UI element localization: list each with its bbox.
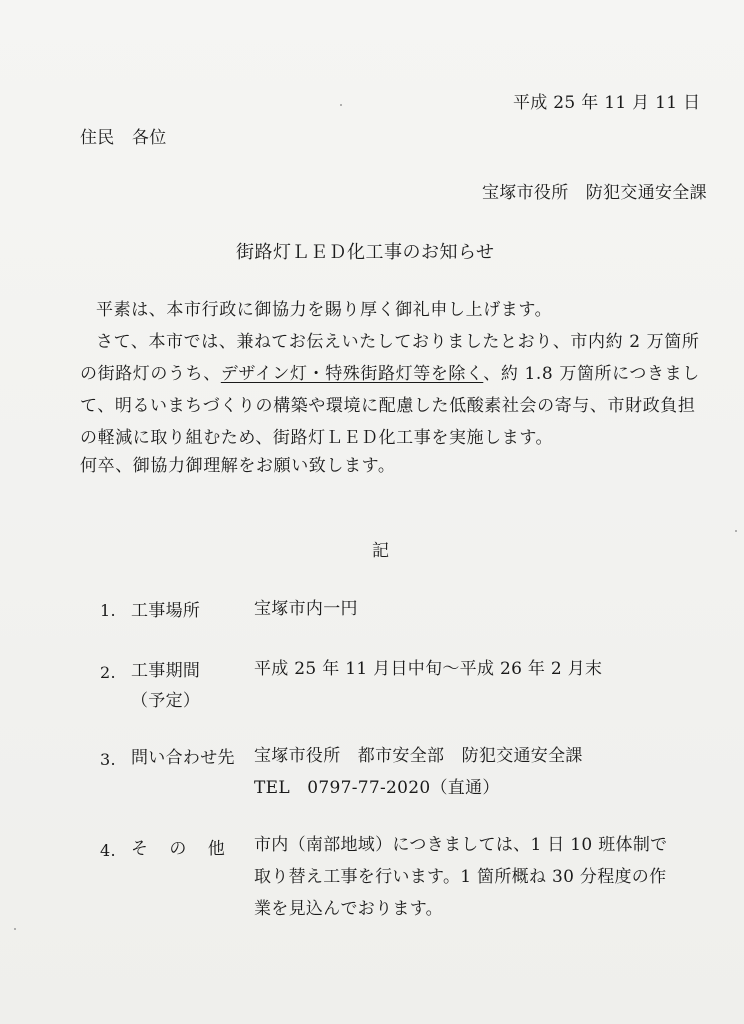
item-1-value: 宝塚市内一円 xyxy=(254,599,358,619)
item-1-number: 1. xyxy=(100,601,116,620)
scan-speck xyxy=(340,104,342,106)
item-2-label: 工事期間 xyxy=(131,661,201,681)
item-2-sublabel: （予定） xyxy=(131,691,201,711)
item-4-number: 4. xyxy=(100,841,116,860)
item-3-label: 問い合わせ先 xyxy=(131,748,235,768)
body-line-5: の軽減に取り組むため、街路灯ＬＥＤ化工事を実施します。 xyxy=(80,428,554,448)
item-4-value-line-2: 取り替え工事を行います。1 箇所概ね 30 分程度の作 xyxy=(254,867,667,887)
body-line-3-underlined: デザイン灯・特殊街路灯等を除く xyxy=(220,364,484,384)
body-line-2: さて、本市では、兼ねてお伝えいたしておりましたとおり、市内約 2 万箇所 xyxy=(96,332,700,352)
item-3-phone: TEL 0797-77-2020（直通） xyxy=(254,778,500,798)
item-2-value: 平成 25 年 11 月日中旬～平成 26 年 2 月末 xyxy=(254,659,603,679)
document-title: 街路灯ＬＥＤ化工事のお知らせ xyxy=(236,242,495,263)
body-line-1: 平素は、本市行政に御協力を賜り厚く御礼申し上げます。 xyxy=(96,300,553,320)
item-1-label: 工事場所 xyxy=(131,601,201,621)
item-4-value-line-1: 市内（南部地域）につきましては、1 日 10 班体制で xyxy=(254,835,668,855)
scan-speck xyxy=(735,530,737,532)
scan-speck xyxy=(14,928,16,930)
item-4-label: そ の 他 xyxy=(131,839,233,859)
body-line-3 xyxy=(80,363,700,385)
item-3-value: 宝塚市役所 都市安全部 防犯交通安全課 xyxy=(254,746,583,766)
body-line-4: て、明るいまちづくりの構築や環境に配慮した低酸素社会の寄与、市財政負担 xyxy=(80,396,696,416)
body-line-3-pre: の街路灯のうち、 xyxy=(80,364,221,384)
document-date: 平成 25 年 11 月 11 日 xyxy=(513,93,701,113)
item-4-value-line-3: 業を見込んでおります。 xyxy=(254,899,443,919)
body-line-6: 何卒、御協力御理解をお願い致します。 xyxy=(80,456,396,476)
ki-heading: 記 xyxy=(372,541,390,561)
body-line-3-post: 、約 1.8 万箇所につきまし xyxy=(483,364,700,384)
sender: 宝塚市役所 防犯交通安全課 xyxy=(482,183,707,203)
item-3-number: 3. xyxy=(100,750,116,769)
recipient: 住民 各位 xyxy=(80,128,167,148)
item-2-number: 2. xyxy=(100,663,116,682)
